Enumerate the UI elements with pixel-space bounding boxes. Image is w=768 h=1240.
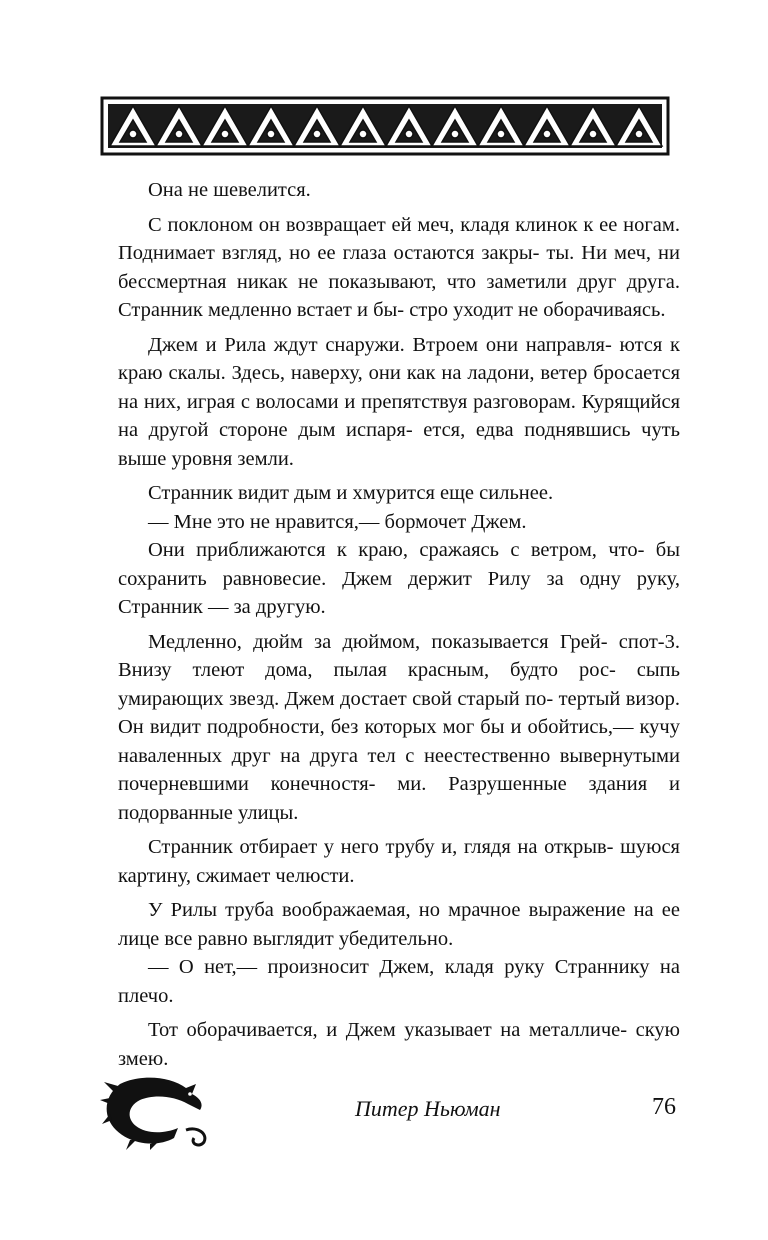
- page-footer: [100, 1074, 680, 1154]
- paragraph: — Мне это не нравится,— бормочет Джем.: [148, 510, 527, 533]
- paragraph: Медленно, дюйм за дюймом, показывается Грей- спот-3. Внизу тлеют дома, пылая красным, будто рос- сыпь умирающих звезд. Джем достает свой старый по- тертый визор. Он видит подробности, без которых мог бы и обойтись,— кучу наваленных друг на друга тел с неестественно вывернутыми почерневшими конечностя- ми. Разрушенные здания и подорванные улицы.: [118, 630, 680, 824]
- paragraph: Они приближаются к краю, сражаясь с ветром, что- бы сохранить равновесие. Джем держит Рилу за одну руку, Странник — за другую.: [118, 539, 680, 618]
- paragraph: — О нет,— произносит Джем, кладя руку Страннику на плечо.: [118, 956, 680, 1007]
- paragraph: Странник видит дым и хмурится еще сильнее.: [148, 482, 554, 504]
- paragraph: С поклоном он возвращает ей меч, кладя клинок к ее ногам. Поднимает взгляд, но ее глаза остаются закры- ты. Ни меч, ни бессмертная никак не показывают, что заметили друг друга. Странник медленно встает и бы- стро уходит не оборачиваясь.: [118, 213, 680, 321]
- paragraph: Странник отбирает у него трубу и, глядя на открыв- шуюся картину, сжимает челюсти.: [118, 836, 680, 887]
- paragraph: Тот оборачивается, и Джем указывает на металличе- скую змею.: [118, 1019, 680, 1070]
- celtic-border-ornament: [100, 96, 670, 156]
- dragon-icon: [100, 1074, 212, 1150]
- page-number: 76: [652, 1094, 676, 1120]
- chapter-text: [118, 176, 680, 1079]
- paragraph: Она не шевелится.: [148, 179, 311, 201]
- paragraph: У Рилы труба воображаемая, но мрачное выражение на ее лице все равно выглядит убедительно.: [118, 899, 680, 950]
- running-footer-author: Питер Ньюман: [355, 1096, 501, 1121]
- paragraph: Джем и Рила ждут снаружи. Втроем они направля- ются к краю скалы. Здесь, наверху, они как на ладони, ветер бросается на них, играя с волосами и препятствуя разговорам. Курящийся на другой стороне дым испаря- ется, едва поднявшись чуть выше уровня земли.: [118, 333, 680, 470]
